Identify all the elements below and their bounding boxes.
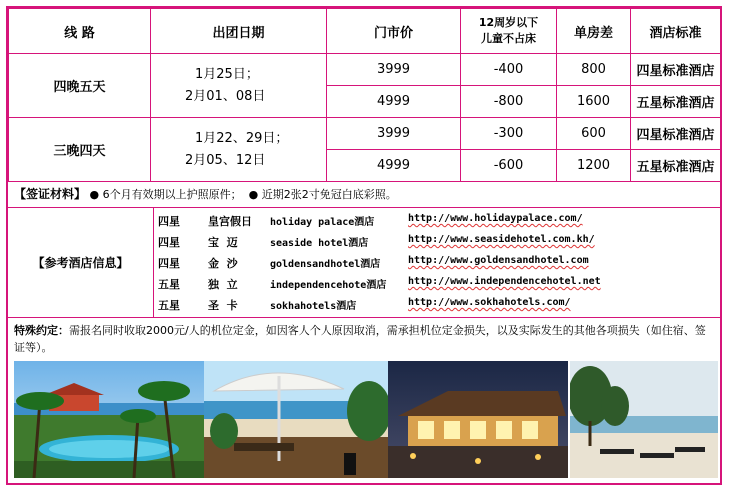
visa-item-passport: ● 6个月有效期以上护照原件； bbox=[89, 188, 242, 201]
route-cell: 三晚四天 bbox=[9, 118, 151, 182]
hotel-en-name: independencehote酒店 bbox=[270, 280, 387, 291]
std-cell: 四星标准酒店 bbox=[631, 54, 721, 86]
child-cell: -800 bbox=[461, 86, 557, 118]
hotel-url-link[interactable]: http://www.independencehotel.net bbox=[408, 276, 601, 287]
hotel-url-link[interactable]: http://www.seasidehotel.com.kh/ bbox=[408, 234, 595, 245]
header-price: 门市价 bbox=[327, 9, 461, 54]
hotel-section bbox=[8, 208, 720, 318]
hotel-url-link[interactable]: http://www.holidaypalace.com/ bbox=[408, 213, 583, 224]
hotel-en-name: seaside hotel酒店 bbox=[270, 238, 369, 249]
child-cell: -300 bbox=[461, 118, 557, 150]
beach-lounger-photo bbox=[570, 361, 718, 478]
special-terms bbox=[8, 318, 720, 356]
hotel-star: 五星 bbox=[158, 278, 180, 291]
resort-pool-photo bbox=[14, 361, 204, 478]
std-cell: 五星标准酒店 bbox=[631, 86, 721, 118]
visa-item-photo: ● 近期2张2寸免冠白底彩照。 bbox=[248, 188, 397, 201]
hotel-cn-name: 独 立 bbox=[208, 278, 238, 291]
header-child: 12周岁以下 儿童不占床 bbox=[461, 9, 557, 54]
single-cell: 600 bbox=[557, 118, 631, 150]
visa-section bbox=[8, 181, 720, 208]
child-cell: -600 bbox=[461, 150, 557, 182]
single-cell: 800 bbox=[557, 54, 631, 86]
table-header-row bbox=[9, 9, 721, 54]
child-cell: -400 bbox=[461, 54, 557, 86]
photo-strip bbox=[14, 361, 718, 478]
special-terms-label: 特殊约定： bbox=[14, 324, 69, 337]
header-hotel-std: 酒店标准 bbox=[631, 9, 721, 54]
hotel-cn-name: 宝 迈 bbox=[208, 236, 238, 249]
std-cell: 五星标准酒店 bbox=[631, 150, 721, 182]
header-single: 单房差 bbox=[557, 9, 631, 54]
dates-cell: 1月25日； 2月01、08日 bbox=[151, 54, 327, 118]
hotel-star: 五星 bbox=[158, 299, 180, 312]
hotel-star: 四星 bbox=[158, 257, 180, 270]
hotel-en-name: sokhahotels酒店 bbox=[270, 301, 357, 312]
hotel-en-name: holiday palace酒店 bbox=[270, 217, 375, 228]
header-departure: 出团日期 bbox=[151, 9, 327, 54]
price-cell: 4999 bbox=[327, 150, 461, 182]
price-cell: 3999 bbox=[327, 54, 461, 86]
visa-label: 【签证材料】 bbox=[14, 187, 87, 201]
price-cell: 3999 bbox=[327, 118, 461, 150]
hotel-label: 【参考酒店信息】 bbox=[8, 208, 154, 317]
hotel-cn-name: 金 沙 bbox=[208, 257, 238, 270]
table-row bbox=[9, 54, 721, 86]
single-cell: 1200 bbox=[557, 150, 631, 182]
dates-cell: 1月22、29日； 2月05、12日 bbox=[151, 118, 327, 182]
price-cell: 4999 bbox=[327, 86, 461, 118]
route-cell: 四晚五天 bbox=[9, 54, 151, 118]
std-cell: 四星标准酒店 bbox=[631, 118, 721, 150]
hotel-star: 四星 bbox=[158, 215, 180, 228]
hotel-cn-name: 皇宫假日 bbox=[208, 215, 252, 228]
hotel-night-photo bbox=[388, 361, 568, 478]
hotel-en-name: goldensandhotel酒店 bbox=[270, 259, 381, 270]
price-table bbox=[8, 8, 721, 182]
special-terms-text: 需报名同时收取2000元/人的机位定金，如因客人个人原因取消，需承担机位定金损失，以及实际发生的其他各项损失（如住宿、签证等）。 bbox=[14, 324, 706, 354]
hotel-star: 四星 bbox=[158, 236, 180, 249]
hotel-url-link[interactable]: http://www.goldensandhotel.com bbox=[408, 255, 589, 266]
header-route: 线 路 bbox=[9, 9, 151, 54]
hotel-cn-name: 圣 卡 bbox=[208, 299, 238, 312]
table-row bbox=[9, 118, 721, 150]
beach-umbrella-photo bbox=[204, 361, 388, 478]
single-cell: 1600 bbox=[557, 86, 631, 118]
hotel-url-link[interactable]: http://www.sokhahotels.com/ bbox=[408, 297, 571, 308]
